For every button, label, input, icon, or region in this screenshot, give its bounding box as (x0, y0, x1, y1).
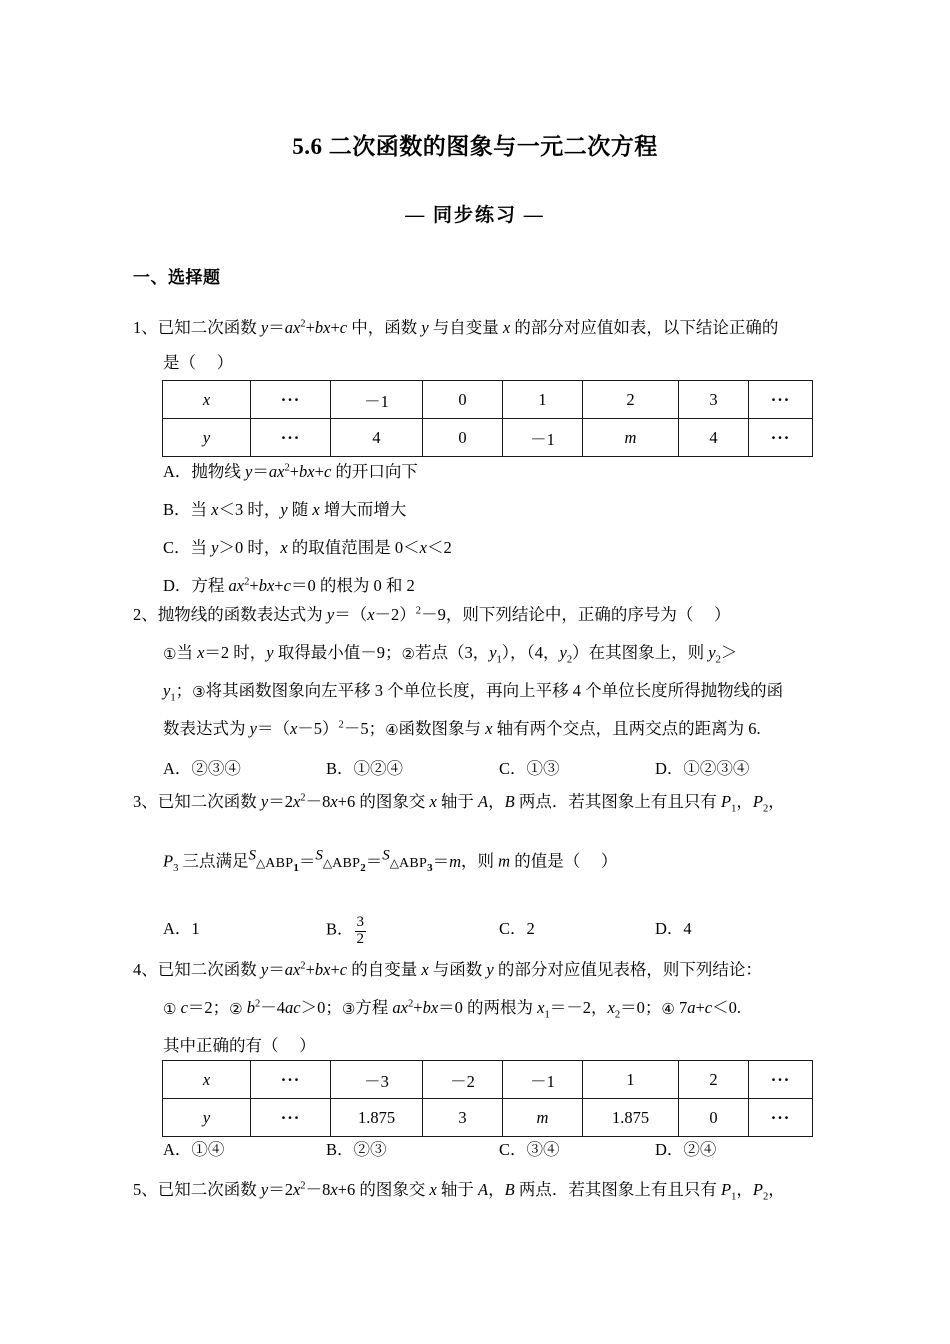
page-title: 5.6 二次函数的图象与一元二次方程 (292, 134, 658, 159)
cell-y-3: －1 (503, 419, 583, 457)
cell-x-2: 0 (423, 381, 503, 419)
cell-y-1: 1.875 (331, 1099, 423, 1137)
cell-x-5: 2 (679, 1061, 749, 1099)
table-row (163, 1061, 813, 1099)
question-4-stem-line-2: ① c＝2；② $b^2-4ac>0$；③方程 $ax^2+bx=0$ 的两根为 $x_1=-2$，$x_2=0$；④ 7a+c＜0. (163, 998, 741, 1021)
cell-x-6: ··· (749, 1061, 813, 1099)
question-3-option-c: C．2 (499, 919, 535, 938)
cell-x-6: ··· (749, 381, 813, 419)
question-2-stem-line-3: $y_1$；③将其函数图象向左平移 3 个单位长度，再向上平移 4 个单位长度所得抛物线的函 (163, 681, 784, 704)
question-1-option-c: C．当 y＞0 时，x 的取值范围是 0＜x＜2 (163, 538, 452, 557)
cell-y-6: ··· (749, 419, 813, 457)
question-2-option-a: A．②③④ (163, 759, 241, 778)
question-4-stem-line-1: 4、已知二次函数 $y=ax^2+bx+c$ 的自变量 x 与函数 y 的部分对应值见表格，则下列结论： (133, 960, 762, 979)
question-3-option-a: A．1 (163, 919, 200, 938)
cell-y-2: 0 (423, 419, 503, 457)
question-1-option-b: B．当 x＜3 时，y 随 x 增大而增大 (163, 500, 407, 519)
cell-y-label: y (163, 1099, 251, 1137)
area-equality-formula: $S\triangle ABP_1=S\triangle ABP_2=S\triangle ABP_3=m$ (248, 847, 462, 874)
cell-y-label: y (163, 419, 251, 457)
cell-y-0: ··· (251, 1099, 331, 1137)
question-1-value-table (162, 380, 813, 457)
question-1-option-a: A．抛物线 $y=ax^2+bx+c$ 的开口向下 (163, 462, 418, 481)
cell-y-4: 1.875 (583, 1099, 679, 1137)
question-4-option-c: C．③④ (499, 1140, 560, 1159)
section-heading: 一、选择题 (133, 268, 221, 287)
cell-x-3: 1 (503, 381, 583, 419)
question-4-value-table (162, 1060, 813, 1137)
cell-x-2: －2 (423, 1061, 503, 1099)
cell-x-0: ··· (251, 381, 331, 419)
cell-x-3: －1 (503, 1061, 583, 1099)
page-subtitle: — 同步练习 — (405, 205, 545, 226)
question-2-option-c: C．①③ (499, 759, 560, 778)
question-4-option-a: A．①④ (163, 1140, 225, 1159)
cell-x-5: 3 (679, 381, 749, 419)
cell-x-4: 1 (583, 1061, 679, 1099)
question-3-stem-line-1: 3、已知二次函数 $y=2x^2-8x+6$ 的图象交 x 轴于 A，B 两点．若其图象上有且只有 $P_1$，$P_2$， (133, 792, 785, 815)
question-2-stem-line-2: ①当 x＝2 时，y 取得最小值－9；②若点（3，$y_1$），（4，$y_2$）在其图象上，则 $y_2>$ (163, 643, 738, 666)
question-4-stem-line-3: 其中正确的有（ ） (163, 1036, 316, 1055)
question-1-stem-line-1: 1、已知二次函数 $y=ax^2+bx+c$ 中，函数 y 与自变量 x 的部分对应值如表，以下结论正确的 (133, 318, 779, 337)
question-4-option-b: B．②③ (326, 1140, 387, 1159)
question-4-option-d: D．②④ (655, 1140, 717, 1159)
fraction-denominator: 2 (356, 930, 365, 947)
cell-x-0: ··· (251, 1061, 331, 1099)
cell-x-1: －1 (331, 381, 423, 419)
cell-y-5: 0 (679, 1099, 749, 1137)
cell-x-label: x (163, 381, 251, 419)
cell-x-4: 2 (583, 381, 679, 419)
question-5-stem-line-1: 5、已知二次函数 $y=2x^2-8x+6$ 的图象交 x 轴于 A，B 两点．若其图象上有且只有 $P_1$，$P_2$， (133, 1180, 785, 1203)
question-3-option-b-label: B． (326, 919, 354, 939)
question-2-stem-line-4: 数表达式为 $y=(x-5)^2-5$；④函数图象与 x 轴有两个交点，且两交点的距离为 6. (163, 719, 761, 739)
question-2-option-b: B．①②④ (326, 759, 404, 778)
cell-y-4: m (583, 419, 679, 457)
table-row (163, 419, 813, 457)
question-3-option-d: D．4 (655, 919, 692, 938)
fraction-numerator: 3 (356, 914, 365, 930)
question-3-option-b (326, 915, 367, 948)
cell-y-6: ··· (749, 1099, 813, 1137)
table-row (163, 381, 813, 419)
cell-x-1: －3 (331, 1061, 423, 1099)
question-1-stem-line-2: 是（ ） (163, 353, 234, 372)
cell-y-1: 4 (331, 419, 423, 457)
cell-y-3: m (503, 1099, 583, 1137)
question-2-option-d: D．①②③④ (655, 759, 750, 778)
cell-y-0: ··· (251, 419, 331, 457)
cell-x-label: x (163, 1061, 251, 1099)
question-3-stem-line-2: $P_3$ 三点满足$S\triangle ABP_1=S\triangle ABP_2=S\triangle ABP_3=m$，则 m 的值是（ ） (163, 847, 618, 874)
cell-y-2: 3 (423, 1099, 503, 1137)
question-2-stem-line-1: 2、抛物线的函数表达式为 $y=(x-2)^2-9$，则下列结论中，正确的序号为（ ） (133, 605, 731, 624)
fraction-three-halves (355, 915, 367, 948)
table-row (163, 1099, 813, 1137)
cell-y-5: 4 (679, 419, 749, 457)
question-1-option-d: D．方程 $ax^2+bx+c=0$ 的根为 0 和 2 (163, 576, 415, 595)
